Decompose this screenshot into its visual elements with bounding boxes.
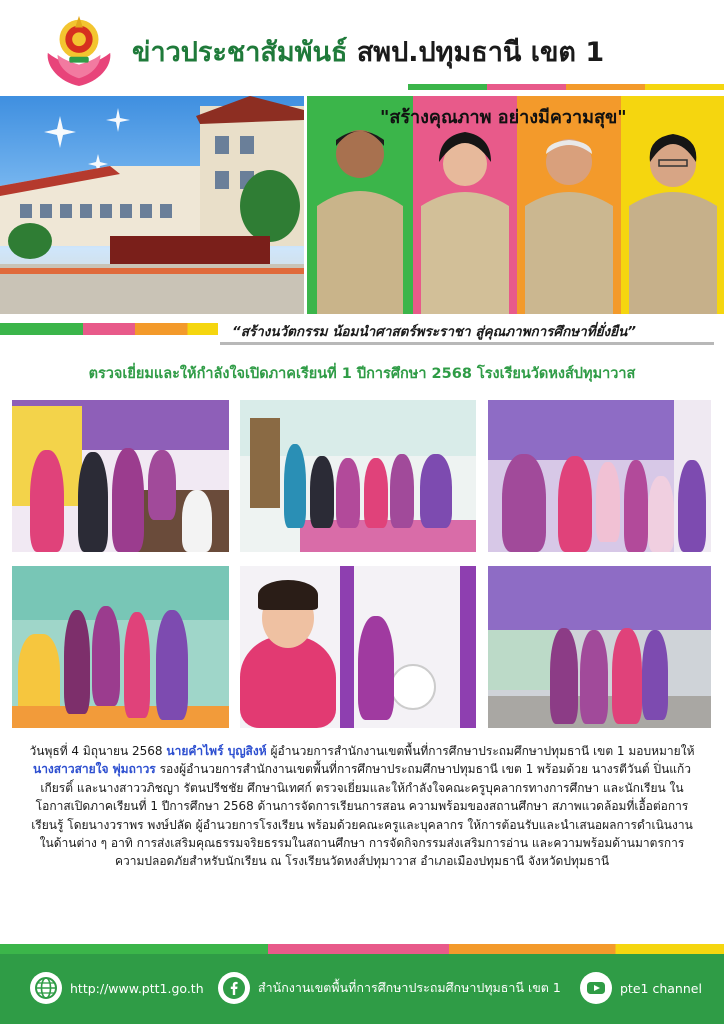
facebook-icon: [218, 972, 250, 1004]
title-black: สพป.ปทุมธานี เขต 1: [356, 37, 605, 68]
footer-website-text: http://www.ptt1.go.th: [70, 980, 204, 996]
motto-band: [0, 318, 724, 348]
photo-6: [488, 566, 711, 728]
footer-facebook-text: สำนักงานเขตพื้นที่การศึกษาประถมศึกษาปทุมธานี เขต 1: [258, 980, 561, 995]
globe-icon: [30, 972, 62, 1004]
obec-logo-icon: [40, 10, 118, 88]
highlight-name-deputy: นางสาวสายใจ พุ่มถาวร: [32, 762, 156, 777]
school-illustration: [0, 96, 304, 314]
banner: [0, 96, 724, 314]
motto-color-bar: [0, 323, 218, 335]
article-body: [26, 742, 698, 871]
body-part-2: ผู้อำนวยการสำนักงานเขตพื้นที่การศึกษาประถมศึกษาปทุมธานี เขต 1 มอบหมายให้: [266, 744, 695, 758]
page-header: [0, 0, 724, 95]
body-part-3: รองผู้อำนวยการสำนักงานเขตพื้นที่การศึกษาประถมศึกษาปทุมธานี เขต 1 พร้อมด้วย นางรตีวันต์ ปิ่นแก้วเกียรติ์ และนางสาววภิชญา รัตนปรีชชัย ศึกษานิเทศก์ ตรวจเยี่ยมและให้กำลังใจคณะครูบุคลากรทางการศึกษา และนักเรียน ในโอกาสเปิดภาคเรียนที่ 1 ปีการศึกษา 2568 ด้านการจัดการเรียนการสอน ความพร้อมของสถานศึกษา สภาพแวดล้อมที่เอื้อต่อการเรียนรู้ โดยนางวราพร พงษ์ปลัด ผู้อำนวยการโรงเรียน พร้อมด้วยคณะครูและบุคลากร ให้การต้อนรับและนำเสนอผลการดำเนินงานในด้านต่าง ๆ อาทิ การส่งเสริมคุณธรรมจริยธรรมในสถานศึกษา การจัดกิจกรรมส่งเสริมการอ่าน และความพร้อมด้านมาตรการความปลอดภัยสำหรับนักเรียน ณ โรงเรียนวัดหงส์ปทุมาวาส อำเภอเมืองปทุมธานี จังหวัดปทุมธานี: [31, 762, 693, 869]
page-footer: [0, 954, 724, 1024]
footer-color-stripe: [0, 944, 724, 954]
title-green: ข่าวประชาสัมพันธ์: [132, 37, 348, 68]
banner-slogan: "สร้างคุณภาพ อย่างมีความสุข": [380, 107, 627, 128]
footer-youtube[interactable]: [580, 972, 702, 1004]
motto-text: “สร้างนวัตกรรม น้อมนำศาสตร์พระราชา สู่คุณภาพการศึกษาที่ยั่งยืน”: [232, 324, 636, 340]
photo-5: [240, 566, 476, 728]
photo-2: [240, 400, 476, 552]
motto-underline: [220, 342, 714, 345]
photo-3: [488, 400, 711, 552]
header-color-stripe: [408, 84, 724, 90]
page-title: [132, 30, 604, 73]
photo-1: [12, 400, 229, 552]
article-title: ตรวจเยี่ยมและให้กำลังใจเปิดภาคเรียนที่ 1 ปีการศึกษา 2568 โรงเรียนวัดหงส์ปทุมาวาส: [88, 366, 636, 382]
footer-website[interactable]: [30, 972, 204, 1004]
youtube-icon: [580, 972, 612, 1004]
school-building-image: [0, 96, 304, 314]
photo-4: [12, 566, 229, 728]
footer-facebook[interactable]: [218, 972, 561, 1004]
highlight-name-director: นายคำไพร์ บุญสิงห์: [166, 744, 267, 758]
body-intro: วันพุธที่ 4 มิถุนายน 2568: [29, 744, 167, 758]
footer-youtube-text: pte1 channel: [620, 980, 702, 996]
